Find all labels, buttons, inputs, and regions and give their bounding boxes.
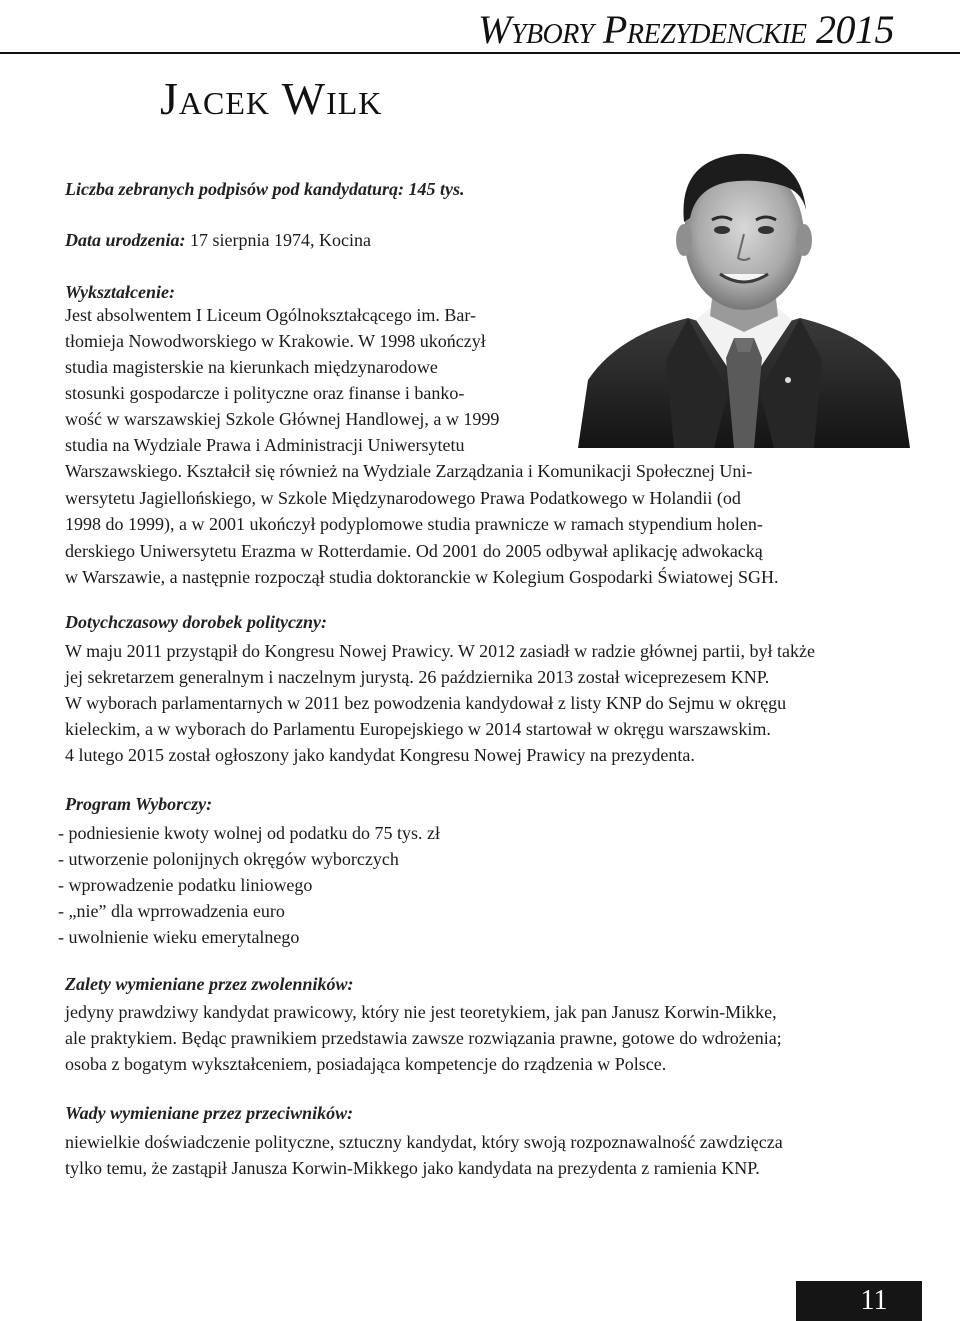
birth-value: 17 sierpnia 1974, Kocina [190,230,371,250]
education-line: Jest absolwentem I Liceum Ogólnokształcącego im. Bar- [65,305,477,325]
education-line: derskiego Uniwersytetu Erazma w Rotterdamie. Od 2001 do 2005 odbywał aplikację adwokacką [65,540,763,561]
candidate-name: Jacek Wilk [160,73,383,124]
political-line: kieleckim, a w wyborach do Parlamentu Europejskiego w 2014 startował w okręgu warszawskim. [65,719,771,739]
signatures-label: Liczba zebranych podpisów pod kandydaturą: 145 tys. [65,179,465,199]
pros-line: ale praktykiem. Będąc prawnikiem przedstawia zawsze rozwiązania prawne, gotowe do wdrożenia; [65,1028,782,1048]
cons-line: niewielkie doświadczenie polityczne, sztuczny kandydat, który swoją rozpoznawalność zawdzięcza [65,1132,783,1152]
candidate-photo [578,130,910,448]
signatures-count [65,177,465,201]
political-text [65,638,815,768]
pros-line: jedyny prawdziwy kandydat prawicowy, który nie jest teoretykiem, jak pan Janusz Korwin-Mikke, [65,1002,777,1022]
header-title: Wybory Prezydenckie 2015 [478,7,894,52]
birth-label: Data urodzenia: [65,230,186,250]
portrait-illustration [578,130,910,448]
cons-text [65,1129,783,1181]
education-line: 1998 do 1999), a w 2001 ukończył podyplomowe studia prawnicze w ramach stypendium holen- [65,514,763,534]
political-line: jej sekretarzem generalnym i naczelnym jurystą. 26 października 2013 został wiceprezesem KNP. [65,667,770,687]
political-line: 4 lutego 2015 został ogłoszony jako kandydat Kongresu Nowej Prawicy na prezydenta. [65,745,695,765]
political-line: W maju 2011 przystąpił do Kongresu Nowej Prawicy. W 2012 zasiadł w radzie głównej partii, był także [65,641,815,661]
pros-heading [65,974,354,995]
political-heading [65,612,327,633]
program-item: - „nie” dla wprrowadzenia euro [58,901,285,921]
education-heading [65,280,175,304]
birth-info [65,228,371,252]
pros-label: Zalety wymieniane przez zwolenników: [65,974,354,994]
program-item: - utworzenie polonijnych okręgów wyborczych [58,849,399,869]
cons-heading [65,1103,353,1124]
program-list [58,820,440,950]
program-item: - podniesienie kwoty wolnej od podatku do 75 tys. zł [58,823,440,843]
education-label: Wykształcenie: [65,282,175,302]
education-line: wersytetu Jagiellońskiego, w Szkole Międzynarodowego Prawa Podatkowego w Holandii (od [65,487,741,508]
political-line: W wyborach parlamentarnych w 2011 bez powodzenia kandydował z listy KNP do Sejmu w okręgu [65,693,787,713]
education-line: wość w warszawskiej Szkole Głównej Handlowej, a w 1999 [65,409,500,429]
pros-text [65,999,782,1077]
education-line: studia na Wydziale Prawa i Administracji Uniwersytetu [65,435,465,455]
education-line: w Warszawie, a następnie rozpoczął studia doktoranckie w Kolegium Gospodarki Światowej SGH. [65,567,779,587]
education-line: stosunki gospodarcze i polityczne oraz finanse i banko- [65,383,465,403]
page-number: 11 [860,1285,888,1316]
pros-line: osoba z bogatym wykształceniem, posiadająca kompetencje do rządzenia w Polsce. [65,1054,667,1074]
program-label: Program Wyborczy: [65,794,213,814]
education-line: studia magisterskie na kierunkach międzynarodowe [65,357,438,377]
education-line: Warszawskiego. Kształcił się również na Wydziale Zarządzania i Komunikacji Społecznej Uni- [65,461,753,481]
political-label: Dotychczasowy dorobek polityczny: [65,612,327,632]
education-line: tłomieja Nowodworskiego w Krakowie. W 1998 ukończył [65,331,486,351]
header-rule [0,52,960,54]
page-number-box [796,1281,922,1321]
program-heading [65,794,212,815]
education-text-full [65,458,905,591]
cons-line: tylko temu, że zastąpił Janusza Korwin-Mikkego jako kandydata na prezydenta z ramienia KNP. [65,1158,760,1178]
program-item: - uwolnienie wieku emerytalnego [58,927,300,947]
education-text-narrow [65,302,565,458]
cons-label: Wady wymieniane przez przeciwników: [65,1103,354,1123]
program-item: - wprowadzenie podatku liniowego [58,875,313,895]
